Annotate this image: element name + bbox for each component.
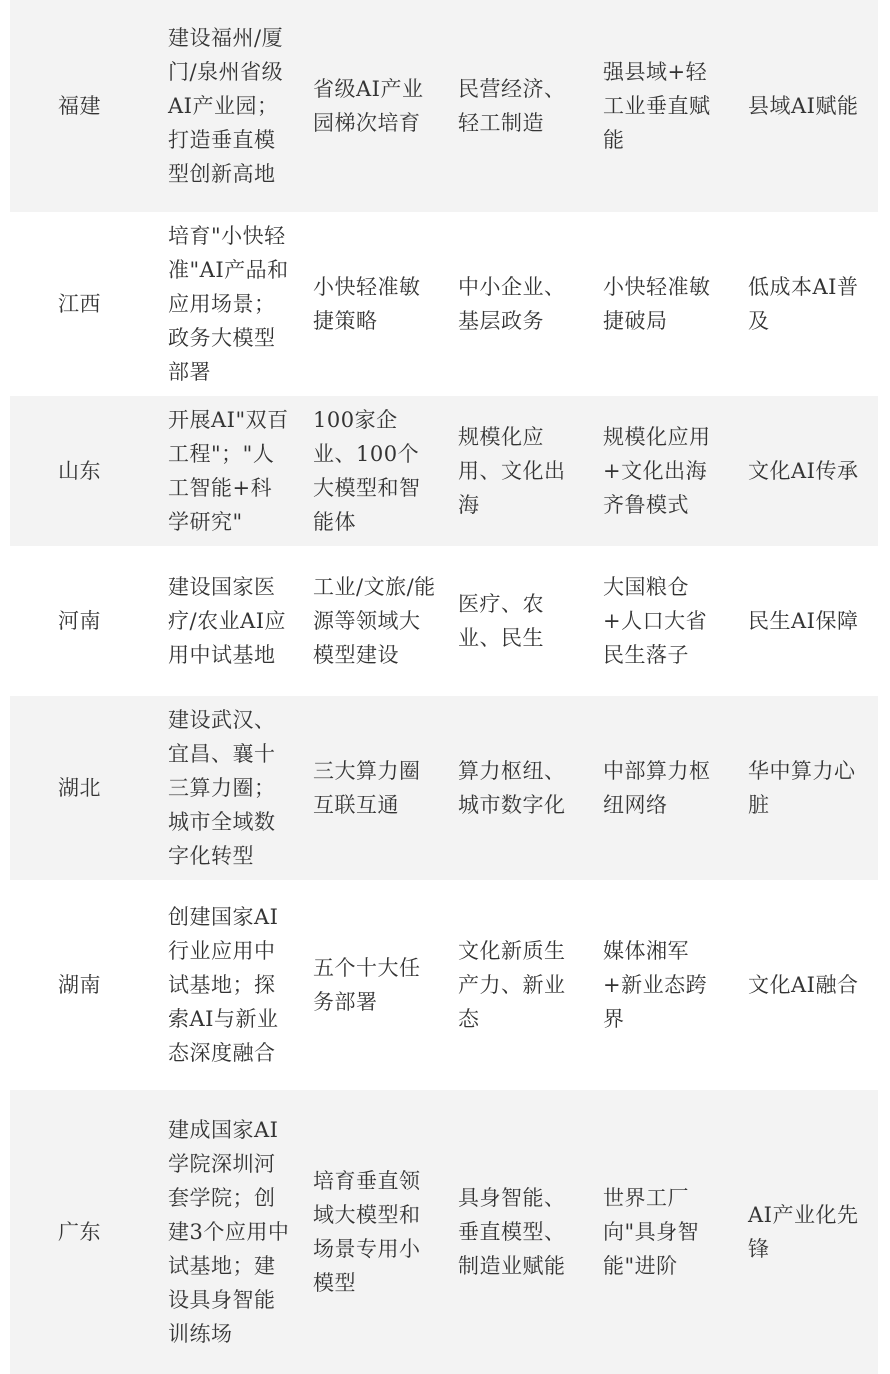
table-row-guangdong (10, 1090, 878, 1374)
table-body (10, 0, 878, 1374)
province-cell: 河南 (10, 546, 156, 696)
measures-cell: 建成国家AI学院深圳河套学院；创建3个应用中试基地；建设具身智能训练场 (156, 1090, 301, 1374)
positioning-cell: 低成本AI普及 (736, 212, 878, 396)
positioning-cell: 县域AI赋能 (736, 0, 878, 212)
focus-cell: 民营经济、轻工制造 (446, 0, 591, 212)
positioning-cell: 民生AI保障 (736, 546, 878, 696)
mode-cell: 中部算力枢纽网络 (591, 696, 736, 880)
measures-cell: 开展AI"双百工程"；"人工智能+科学研究" (156, 396, 301, 546)
positioning-cell: 文化AI融合 (736, 880, 878, 1090)
measures-cell: 创建国家AI行业应用中试基地；探索AI与新业态深度融合 (156, 880, 301, 1090)
mode-cell: 小快轻准敏捷破局 (591, 212, 736, 396)
table-row-fujian (10, 0, 878, 212)
strategy-cell: 省级AI产业园梯次培育 (301, 0, 446, 212)
focus-cell: 文化新质生产力、新业态 (446, 880, 591, 1090)
strategy-cell: 小快轻准敏捷策略 (301, 212, 446, 396)
focus-cell: 算力枢纽、城市数字化 (446, 696, 591, 880)
strategy-cell: 100家企业、100个大模型和智能体 (301, 396, 446, 546)
province-cell: 湖南 (10, 880, 156, 1090)
strategy-cell: 工业/文旅/能源等领域大模型建设 (301, 546, 446, 696)
mode-cell: 规模化应用+文化出海齐鲁模式 (591, 396, 736, 546)
mode-cell: 强县域+轻工业垂直赋能 (591, 0, 736, 212)
measures-cell: 建设国家医疗/农业AI应用中试基地 (156, 546, 301, 696)
table-row-shandong (10, 396, 878, 546)
mode-cell: 世界工厂向"具身智能"进阶 (591, 1090, 736, 1374)
province-cell: 江西 (10, 212, 156, 396)
focus-cell: 具身智能、垂直模型、制造业赋能 (446, 1090, 591, 1374)
measures-cell: 培育"小快轻准"AI产品和应用场景；政务大模型部署 (156, 212, 301, 396)
positioning-cell: AI产业化先锋 (736, 1090, 878, 1374)
strategy-cell: 培育垂直领域大模型和场景专用小模型 (301, 1090, 446, 1374)
province-ai-table (10, 0, 878, 1374)
mode-cell: 大国粮仓+人口大省民生落子 (591, 546, 736, 696)
table-row-hubei (10, 696, 878, 880)
focus-cell: 规模化应用、文化出海 (446, 396, 591, 546)
province-cell: 广东 (10, 1090, 156, 1374)
table-row-henan (10, 546, 878, 696)
province-cell: 湖北 (10, 696, 156, 880)
mode-cell: 媒体湘军+新业态跨界 (591, 880, 736, 1090)
strategy-cell: 三大算力圈互联互通 (301, 696, 446, 880)
province-cell: 山东 (10, 396, 156, 546)
measures-cell: 建设武汉、宜昌、襄十三算力圈；城市全域数字化转型 (156, 696, 301, 880)
table-row-jiangxi (10, 212, 878, 396)
focus-cell: 医疗、农业、民生 (446, 546, 591, 696)
focus-cell: 中小企业、基层政务 (446, 212, 591, 396)
measures-cell: 建设福州/厦门/泉州省级AI产业园；打造垂直模型创新高地 (156, 0, 301, 212)
table-row-hunan (10, 880, 878, 1090)
province-cell: 福建 (10, 0, 156, 212)
strategy-cell: 五个十大任务部署 (301, 880, 446, 1090)
positioning-cell: 文化AI传承 (736, 396, 878, 546)
positioning-cell: 华中算力心脏 (736, 696, 878, 880)
